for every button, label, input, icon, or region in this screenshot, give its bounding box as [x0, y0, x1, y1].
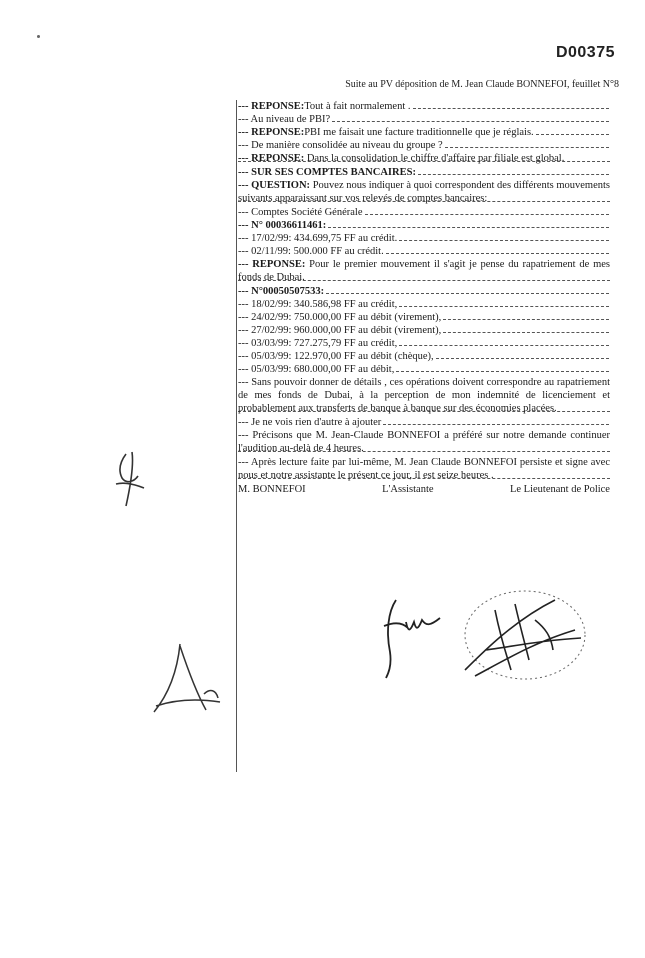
line-bold-label: --- REPONSE:	[238, 127, 305, 138]
dash-filler	[399, 240, 609, 241]
dash-filler	[436, 358, 609, 359]
document-id: D00375	[555, 44, 615, 61]
dash-filler	[328, 227, 609, 228]
line-text: Tout à fait normalement .	[304, 101, 411, 112]
deposition-line	[238, 126, 610, 139]
signature-label-middle: L'Assistante	[382, 484, 434, 495]
line-text: --- 17/02/99: 434.699,75 FF au crédit.	[238, 233, 398, 244]
deposition-line	[238, 298, 610, 311]
deposition-line	[238, 219, 610, 232]
line-text: --- 24/02/99: 750.000,00 FF au débit (virement),	[238, 312, 442, 323]
deposition-line	[238, 416, 610, 429]
dash-filler	[365, 214, 610, 215]
deposition-line	[238, 350, 610, 363]
line-text: --- De manière consolidée au niveau du groupe ?	[238, 140, 443, 151]
deposition-line	[238, 232, 610, 245]
line-text: --- 18/02/99: 340.586,98 FF au crédit,	[238, 299, 398, 310]
para-text: --- Précisons que M. Jean-Claude BONNEFOI a préféré sur notre demande continuer l'audition au-delà de 4 heures.	[238, 430, 610, 454]
page-header: Suite au PV déposition de M. Jean Claude BONNEFOI, feuillet N°8	[345, 79, 619, 90]
deposition-line	[238, 139, 610, 152]
dash-filler	[386, 253, 609, 254]
signature-label-left: M. BONNEFOI	[238, 484, 306, 495]
dash-filler	[332, 121, 609, 122]
line-text: --- 02/11/99: 500.000 FF au crédit.	[238, 246, 384, 257]
para-text: Pouvez nous indiquer à quoi correspondent des différents mouvements suivants apparaissant sur vos relevés de comptes bancaires:	[238, 180, 610, 204]
line-text: --- 05/03/99: 122.970,00 FF au débit (chèque),	[238, 351, 434, 362]
dash-filler	[413, 108, 610, 109]
deposition-line	[238, 113, 610, 126]
deposition-line	[238, 100, 610, 113]
margin-line	[236, 100, 237, 772]
dash-filler	[326, 293, 609, 294]
line-text: --- Au niveau de PBI?	[238, 114, 331, 125]
margin-initials-signature	[112, 448, 152, 508]
line-text: --- Comptes Société Générale	[238, 207, 363, 218]
signature-label-right: Le Lieutenant de Police	[509, 484, 610, 495]
deposition-line	[238, 206, 610, 219]
dash-filler	[445, 147, 609, 148]
para-text: Dans la consolidation le chiffre d'affaire par filiale est global.	[304, 153, 565, 164]
deposition-body	[238, 100, 610, 496]
dash-filler	[399, 306, 609, 307]
line-bold-label: --- SUR SES COMPTES BANCAIRES:	[238, 167, 416, 178]
assistant-signature	[378, 592, 448, 682]
dash-filler	[443, 332, 609, 333]
line-text: --- 05/03/99: 680.000,00 FF au débit,	[238, 364, 395, 375]
line-bold-label: --- REPONSE:	[238, 101, 305, 112]
dash-filler	[383, 424, 609, 425]
margin-flourish-signature	[150, 640, 230, 720]
dash-filler	[396, 371, 609, 372]
line-bold-label: --- N° 00036611461:	[238, 220, 327, 231]
dash-filler	[399, 345, 609, 346]
para-bold-label: --- REPONSE:	[238, 259, 306, 270]
para-bold-label: --- REPONSE:	[238, 153, 305, 164]
line-text: --- 27/02/99: 960.000,00 FF au débit (virement),	[238, 325, 442, 336]
deposition-line	[238, 166, 610, 179]
deposition-line	[238, 337, 610, 350]
line-text: PBI me faisait une facture traditionnelle que je réglais.	[304, 127, 534, 138]
para-bold-label: --- QUESTION:	[238, 180, 311, 191]
dash-filler	[418, 174, 609, 175]
signature-labels	[238, 483, 610, 496]
line-text: --- Je ne vois rien d'autre à ajouter	[238, 417, 382, 428]
para-text: --- Sans pouvoir donner de détails , ces opérations doivent correspondre au rapatriement de mes fonds de Dubai, à la perception de mon indemnité de licenciement et probablement aux transferts de banque à banque sur des économies placées.	[238, 377, 610, 414]
deposition-paragraph	[238, 152, 610, 165]
deposition-line	[238, 324, 610, 337]
para-text: Pour le premier mouvement il s'agit je pense du rapatriement de mes fonds de Dubai.	[238, 259, 610, 283]
police-stamp-signature	[455, 580, 595, 690]
deposition-paragraph	[238, 376, 610, 415]
deposition-line	[238, 363, 610, 376]
line-text: --- 03/03/99: 727.275,79 FF au crédit,	[238, 338, 398, 349]
dash-filler	[536, 134, 609, 135]
deposition-line	[238, 245, 610, 258]
dash-filler	[443, 319, 609, 320]
scan-speck	[37, 35, 40, 38]
line-bold-label: --- N°00050507533:	[238, 286, 325, 297]
para-text: --- Après lecture faite par lui-même, M. Jean Claude BONNEFOI persiste et signe avec nous et notre assistante le présent ce jour, il est seize heures .	[238, 457, 610, 481]
deposition-line	[238, 285, 610, 298]
deposition-line	[238, 311, 610, 324]
